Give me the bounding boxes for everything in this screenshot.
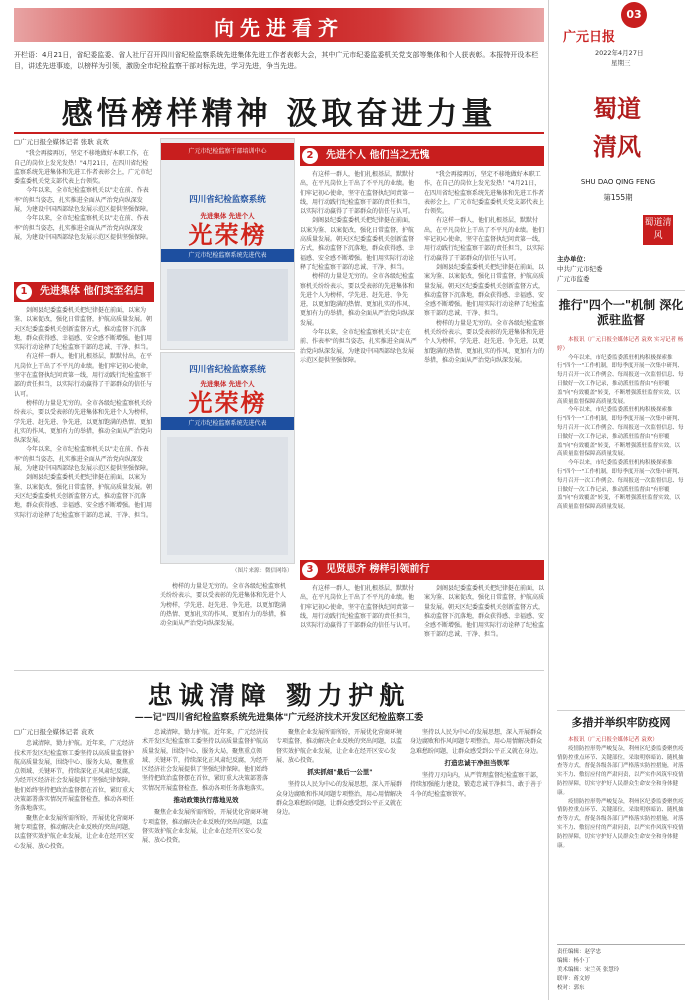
paper-name: 广元日报	[563, 30, 616, 45]
column-issue-number: 第155期	[603, 193, 633, 202]
sidebar-article1-body	[557, 336, 685, 706]
photo1-hall-sign: 广元市纪检监察干部培训中心	[161, 143, 294, 160]
photo-honor-board-2	[160, 352, 295, 564]
column-brand-calligraphy: 蜀道清风	[593, 94, 641, 161]
section-3-number: 3	[302, 562, 318, 578]
sidebar-article2-body	[557, 736, 685, 940]
sidebar-article2-p2: 疫情防控形势严峻复杂，利州区纪委监委聚焦疫情防控重点环节、关键部位，采取明察暗访、随机抽查等方式，督促各级各部门严格落实防控措施，对落实不力、敷衍应付的严肃问责，以严实作风筑牢疫情防控屏障，切实守护好人民群众生命安全和身体健康。	[557, 798, 684, 849]
photo1-org: 四川省纪检监察系统	[189, 195, 266, 205]
editor-line: 美术编辑：宋兰英 张慧玲	[557, 967, 620, 973]
sidebar-article2-p1: 疫情防控形势严峻复杂，利州区纪委监委聚焦疫情防控重点环节、关键部位，采取明察暗访、随机抽查等方式，督促各级各部门严格落实防控措施，对落实不力、敷衍应付的严肃问责，以严实作风筑牢疫情防控屏障，切实守护好人民群众生命安全和身体健康。	[557, 745, 684, 796]
story2-col-4	[410, 728, 544, 994]
sidebar-article1-p2: 今年以来，市纪委监委派驻机构积极探索推行"四个一"工作机制，即每季度开展一次集中研判、每月召开一次工作例会、每周报送一次监督信息、每日做好一次工作记录，推动派驻监督由"有形覆盖"向"有效覆盖"转变，不断增强派驻监督实效，以高质量监督保障高质量发展。	[557, 407, 684, 458]
story-divider	[14, 670, 544, 671]
section-2-bar	[300, 146, 544, 166]
photo2-org: 四川省纪检监察系统	[189, 365, 266, 375]
photo1-big-title: 光荣榜	[188, 220, 267, 249]
story2-subhead-1: 推动政策执行落地见效	[173, 796, 239, 805]
section-3-col-a	[160, 582, 288, 666]
editor-credits	[557, 944, 685, 993]
section-1-paragraph-4: 今年以来，全市纪检监察机关以"走在前、作表率"的担当姿态，扎实推进全面从严治党向纵深发展，为建设中国西部绿色发展示范区提供坚强保障。	[14, 446, 153, 473]
headline-rule	[14, 132, 544, 134]
section-2-paragraph-4: 今年以来，全市纪检监察机关以"走在前、作表率"的担当姿态，扎实推进全面从严治党向纵深发展，为建设中国西部绿色发展示范区提供坚强保障。	[300, 329, 417, 364]
section-2-paragraph-2: 剑阁县纪委监委机关把纪律挺在前面，以案为鉴、以案促改，强化日常监督，护航高质量发展。朝天区纪委监委机关创新监督方式，推动监督下沉落地，群众获得感、幸福感、安全感不断增强。他们用实际行动诠释了纪检监察干部的忠诚、干净、担当。	[300, 217, 415, 271]
section-2-paragraph-8: 榜样的力量是无穷的。全市各级纪检监察机关纷纷表示，要以受表彰的先进集体和先进个人为榜样，学先进、赶先进、争先进，以更加饱满的热情、更加扎实的作风、更加有力的举措，推动全面从严治党向纵深发展。	[424, 319, 544, 364]
sidebar-article1-p3: 今年以来，市纪委监委派驻机构积极探索推行"四个一"工作机制，即每季度开展一次集中研判、每月召开一次工作例会、每周报送一次监督信息、每日做好一次工作记录，推动派驻监督由"有形覆盖"向"有效覆盖"转变，不断增强派驻监督实效，以高质量监督保障高质量发展。	[557, 460, 684, 511]
editor-line: 联审：蒋文婷	[557, 976, 591, 982]
sidebar-rule-2	[557, 710, 685, 711]
page-number: 03	[621, 2, 647, 28]
story2-title: 忠诚清障 勠力护航	[147, 681, 411, 710]
section-1-bar	[14, 282, 154, 302]
story2-paragraph-1: 忠诚清障，勠力护航。近年来，广元经济技术开发区纪检监察工委坚持以高质量监督护航高质量发展，围绕中心、服务大局，聚焦重点领域、关键环节，持续深化正风肃纪反腐，为经开区经济社会发展提供了坚强纪律保障。他们始终坚持把政治监督摆在首位，紧盯重大决策部署落实情况开展监督检查，推动各项任务落地落实。	[14, 740, 135, 813]
brand-seal: 蜀道清风	[643, 215, 673, 245]
story2-paragraph-1b: 聚焦企业发展所需所盼，开展优化营商环境专项监督，推动解决企业反映的突出问题，以监督实效护航企业发展，让企业在经开区安心发展、放心投资。	[14, 814, 135, 850]
story2-col-2	[142, 728, 270, 994]
section-1-number: 1	[16, 284, 32, 300]
story1-quote: "我会再接再厉，坚定不移地做好本职工作，在自己的岗位上发光发热！"4月21日，在四川省纪检监察系统先进集体和先进工作者表彰会上，广元市纪委监委机关党支部代表上台领奖。	[14, 150, 153, 186]
photo2-foot: 广元市纪检监察系统先进代表	[161, 417, 294, 430]
section-2-col-b	[424, 170, 544, 570]
section-title: 向先进看齐	[214, 16, 344, 40]
section-2-paragraph-6: 有这样一群人，他们扎根基层，默默付出，在平凡岗位上干出了不平凡的业绩。他们牢记初心使命，坚守在监督执纪问责第一线，用行动践行纪检监察干部的责任担当，以实际行动赢得了干部群众的信任与认可。	[424, 217, 544, 262]
section-3-col-c	[424, 584, 544, 666]
section-3-paragraph-1: 榜样的力量是无穷的。全市各级纪检监察机关纷纷表示，要以受表彰的先进集体和先进个人为榜样，学先进、赶先进、争先进，以更加饱满的热情、更加扎实的作风、更加有力的举措，推动全面从严治党向纵深发展。	[160, 583, 287, 628]
story2-byline: □广元日报全媒体记者 袁欢	[14, 728, 94, 736]
photo2-portraits	[167, 437, 288, 555]
column-brand-pinyin: SHU DAO QING FENG	[580, 178, 656, 186]
sidebar-article2-byline: 本报讯（广元日报全媒体记者 袁欢）	[568, 737, 658, 743]
section-3-title: 见贤思齐 榜样引领前行	[326, 564, 430, 575]
sidebar-article1-p1: 今年以来，市纪委监委派驻机构积极探索推行"四个一"工作机制，即每季度开展一次集中研判、每月召开一次工作例会、每周报送一次监督信息、每日做好一次工作记录，推动派驻监督由"有形覆盖"向"有效覆盖"转变，不断增强派驻监督实效，以高质量监督保障高质量发展。	[557, 354, 684, 405]
sponsor-block	[557, 254, 677, 284]
story2-subtitle: ——记"四川省纪检监察系统先进集体"广元经济技术开发区纪检监察工委	[134, 713, 424, 723]
section-1-paragraph: 剑阁县纪委监委机关把纪律挺在前面，以案为鉴、以案促改，强化日常监督，护航高质量发展。朝天区纪委监委机关创新监督方式，推动监督下沉落地，群众获得感、幸福感、安全感不断增强。他们用实际行动诠释了纪检监察干部的忠诚、干净、担当。	[14, 307, 153, 352]
story2-paragraph-5: 坚持以人民为中心的发展思想，深入开展群众身边腐败和作风问题专项整治，用心用情解决群众急难愁盼问题，让群众感受到公平正义就在身边。	[276, 781, 403, 817]
photo-honor-board-1	[160, 138, 295, 350]
story2-paragraph-2: 忠诚清障，勠力护航。近年来，广元经济技术开发区纪检监察工委坚持以高质量监督护航高质量发展，围绕中心、服务大局，聚焦重点领域、关键环节，持续深化正风肃纪反腐，为经开区经济社会发展提供了坚强纪律保障。他们始终坚持把政治监督摆在首位，紧盯重大决策部署落实情况开展监督检查，推动各项任务落地落实。	[142, 729, 269, 792]
section-3-col-b	[300, 584, 418, 666]
section-banner	[14, 8, 544, 42]
story1-intro: 今年以来，全市纪检监察机关以"走在前、作表率"的担当姿态，扎实推进全面从严治党向纵深发展，为建设中国西部绿色发展示范区提供坚强保障。	[14, 187, 153, 214]
section-3-paragraph-3: 剑阁县纪委监委机关把纪律挺在前面，以案为鉴、以案促改，强化日常监督，护航高质量发展。朝天区纪委监委机关创新监督方式，推动监督下沉落地，群众获得感、幸福感、安全感不断增强。他们用实际行动诠释了纪检监察干部的忠诚、干净、担当。	[424, 585, 544, 639]
sidebar	[553, 0, 690, 1000]
editor-line: 责任编辑：赵学忠	[557, 949, 602, 955]
section-2-number: 2	[302, 148, 318, 164]
editor-line: 编辑：杨小丁	[557, 958, 591, 964]
section-1-paragraph-3: 榜样的力量是无穷的。全市各级纪检监察机关纷纷表示，要以受表彰的先进集体和先进个人为榜样，学先进、赶先进、争先进，以更加饱满的热情、更加扎实的作风、更加有力的举措，推动全面从严治党向纵深发展。	[14, 399, 153, 445]
section-1-paragraph-5: 剑阁县纪委监委机关把纪律挺在前面，以案为鉴、以案促改，强化日常监督，护航高质量发展。朝天区纪委监委机关创新监督方式，推动监督下沉落地，群众获得感、幸福感、安全感不断增强。他们用实际行动诠释了纪检监察干部的忠诚、干净、担当。	[14, 474, 153, 519]
sidebar-divider	[548, 0, 549, 1000]
section-2-col-a	[300, 170, 418, 570]
section-1-text	[14, 306, 154, 656]
sponsor-1: 中共广元市纪委	[557, 265, 603, 273]
story2-paragraph-7: 坚持刀刃向内，从严管理监督纪检监察干部，持续加强能力建设，锻造忠诚干净担当、敢于善于斗争的纪检监察铁军。	[410, 772, 543, 798]
story1-byline: □广元日报全媒体记者 张耿 袁欢	[14, 138, 109, 146]
photo1-backdrop	[167, 269, 288, 341]
photo1-foot: 广元市纪检监察系统先进代表	[161, 249, 294, 262]
sidebar-article2-title: 多措并举织牢防疫网	[571, 716, 671, 729]
story1-intro-repeat: 今年以来，全市纪检监察机关以"走在前、作表率"的担当姿态，扎实推进全面从严治党向纵深发展，为建设中国西部绿色发展示范区提供坚强保障。	[14, 215, 153, 241]
sponsor-2: 广元市监委	[557, 275, 590, 283]
photo2-big-title: 光荣榜	[188, 388, 267, 417]
story2-col-3	[276, 728, 404, 994]
section-2-paragraph-1: 有这样一群人，他们扎根基层，默默付出，在平凡岗位上干出了不平凡的业绩。他们牢记初心使命，坚守在监督执纪问责第一线，用行动践行纪检监察干部的责任担当，以实际行动赢得了干部群众的信任与认可。	[300, 171, 415, 216]
issue-date: 2022年4月27日	[595, 49, 644, 57]
editor-line: 校对：郭东	[557, 985, 585, 991]
story2-paragraph-3: 聚焦企业发展所需所盼，开展优化营商环境专项监督，推动解决企业反映的突出问题，以监督实效护航企业发展，让企业在经开区安心发展、放心投资。	[142, 809, 269, 845]
section-2-paragraph-3: 榜样的力量是无穷的。全市各级纪检监察机关纷纷表示，要以受表彰的先进集体和先进个人为榜样，学先进、赶先进、争先进，以更加饱满的热情、更加扎实的作风、更加有力的举措，推动全面从严治党向纵深发展。	[300, 273, 415, 327]
story2-paragraph-4: 聚焦企业发展所需所盼，开展优化营商环境专项监督，推动解决企业反映的突出问题，以监督实效护航企业发展，让企业在经开区安心发展、放心投资。	[276, 729, 403, 764]
sidebar-rule-1	[557, 290, 685, 291]
sidebar-article1-byline: 本报讯（广元日报全媒体记者 袁欢 实习记者 杨婷）	[557, 337, 684, 352]
main-headline: 感悟榜样精神 汲取奋进力量	[61, 96, 497, 132]
story2-subhead-2: 抓实抓细"最后一公里"	[307, 768, 373, 777]
section-1-paragraph-2: 有这样一群人，他们扎根基层，默默付出，在平凡岗位上干出了不平凡的业绩。他们牢记初心使命，坚守在监督执纪问责第一线，用行动践行纪检监察干部的责任担当，以实际行动赢得了干部群众的信任与认可。	[14, 353, 153, 398]
section-3-bar	[300, 560, 544, 580]
issue-weekday: 星期三	[611, 59, 631, 67]
photo-caption: （图片来源：微信网络）	[232, 568, 293, 574]
section-2-title: 先进个人 他们当之无愧	[326, 150, 430, 161]
sidebar-article1-title: 推行"四个一"机制 深化派驻监督	[558, 298, 684, 327]
section-1-title: 先进集体 他们实至名归	[40, 286, 144, 297]
sponsor-label: 主办单位：	[557, 255, 590, 263]
story2-paragraph-6: 坚持以人民为中心的发展思想，深入开展群众身边腐败和作风问题专项整治，用心用情解决群众急难愁盼问题，让群众感受到公平正义就在身边。	[410, 729, 543, 755]
photo1-sub: 先进集体 先进个人	[200, 212, 255, 220]
lead-paragraph: 开栏语：4月21日，省纪委监委、省人社厅召开四川省纪检监察系统先进集体先进工作者表彰大会，其中广元市纪委监委机关党支部等集体和个人获表彰。本报特开设本栏目，讲述先进事迹，以榜样为引领，激励全市纪检监察干部对标先进，学习先进，争当先进。	[14, 51, 539, 70]
photo2-sub: 先进集体 先进个人	[200, 380, 255, 388]
story2-subhead-3: 打造忠诚干净担当铁军	[444, 758, 510, 767]
section-2-paragraph-5: "我会再接再厉，坚定不移地做好本职工作，在自己的岗位上发光发热！"4月21日，在四川省纪检监察系统先进集体和先进工作者表彰会上，广元市纪委监委机关党支部代表上台领奖。	[424, 171, 544, 216]
section-3-paragraph-2: 有这样一群人，他们扎根基层，默默付出，在平凡岗位上干出了不平凡的业绩。他们牢记初心使命，坚守在监督执纪问责第一线，用行动践行纪检监察干部的责任担当，以实际行动赢得了干部群众的信任与认可。	[300, 585, 415, 630]
story2-col-1	[14, 728, 136, 994]
section-2-paragraph-7: 剑阁县纪委监委机关把纪律挺在前面，以案为鉴、以案促改，强化日常监督，护航高质量发展。朝天区纪委监委机关创新监督方式，推动监督下沉落地，群众获得感、幸福感、安全感不断增强。他们用实际行动诠释了纪检监察干部的忠诚、干净、担当。	[424, 263, 544, 318]
